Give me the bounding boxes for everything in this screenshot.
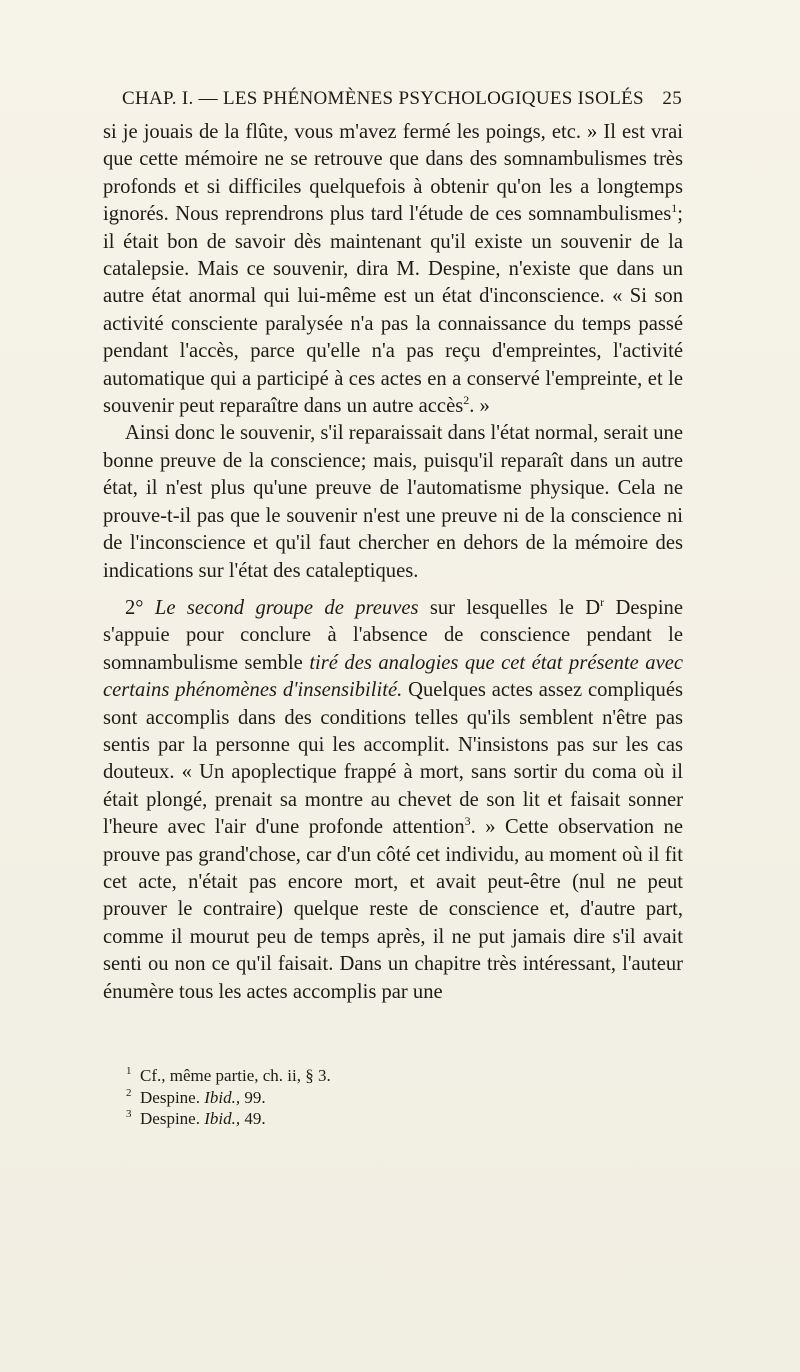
body-text [103,119,683,1006]
paragraph-3 [103,595,683,1006]
section-number: 2° [125,596,144,619]
footnotes [126,1065,646,1130]
footnote-2-page: 99. [244,1087,266,1107]
footnote-ref-1: 1 [671,201,678,216]
footnote-3-page: 49. [244,1109,266,1128]
footnote-2: 2 Despine. Ibid., 99. [126,1086,266,1107]
chapter-heading: CHAP. I. — LES PHÉNOMÈNES PSYCHOLOGIQUES ISOLÉS [122,88,644,109]
footnote-3-ibid: Ibid., [204,1109,241,1128]
doctor-abbrev-sup: r [600,595,605,610]
paragraph-1-part-b: ; il était bon de savoir dès maintenant qu'il existe un souvenir de la catalepsie. Mais ce souvenir, dira M. Despine, n'existe que dans un autre état anormal qui lui-même est un état d'inconscience. « Si son activité consciente paralysée n'a pas la connaissance du temps passé pendant l'accès, parce qu'elle n'a pas reçu d'empreintes, l'activité automatique qui a participé à ces actes en a conservé l'empreinte, et le souvenir peut reparaître dans un autre accès [103,203,683,418]
footnote-2-ibid: Ibid., [204,1087,241,1107]
footnote-3: 3 Despine. Ibid., 49. [126,1108,266,1128]
paragraph-1-part-a: si je jouais de la flûte, vous m'avez fermé les poings, etc. » Il est vrai que cette mémoire ne se retrouve que dans des somnambulismes très profonds et si difficiles quelquefois à obtenir qu'on les a longtemps ignorés. Nous reprendrons plus tard l'étude de ces somnambulismes [103,121,683,226]
footnote-ref-3: 3 [464,814,471,829]
paragraph-3-part-d: . » Cette observation ne prouve pas grand'chose, car d'un côté cet individu, au moment où il fit cet acte, n'était pas encore mort, et avait peut-être (nul ne peut prouver le contraire) quelque reste de conscience et, d'autre part, comme il mourut peu de temps après, il ne put jamais dire s'il avait senti ou non ce qu'il faisait. Dans un chapitre très intéressant, l'auteur énumère tous les actes accomplis par une [103,816,683,1003]
page-number: 25 [662,88,682,109]
footnote-1-text: Cf., même partie, ch. ii, § 3. [140,1066,331,1085]
paragraph-3-italic-b: tiré des analogies que cet état présente avec certains phénomènes d'insensibilité. [103,651,683,702]
paragraph-1-part-c: . » [469,395,490,418]
paragraph-1 [103,119,683,420]
paragraph-3-italic-a: Le second groupe de preuves [154,596,419,619]
footnote-3-author: Despine. [140,1109,200,1128]
running-head [122,88,682,114]
paragraph-3-part-b: Despine s'appuie pour conclure à l'absence de conscience pendant le somnambulisme semble [103,596,683,674]
footnote-2-author: Despine. [140,1087,200,1107]
paragraph-3-part-a: sur lesquelles le D [429,596,601,619]
paragraph-3-part-c: Quelques actes assez compliqués sont accomplis dans des conditions telles qu'ils semblent n'être pas sentis par la personne qui les accomplit. N'insistons pas sur les cas douteux. « Un apoplectique frappé à mort, sans sortir du coma où il était plongé, prenait sa montre au chevet de son lit et faisait sonner l'heure avec l'air d'une profonde attention [103,679,683,839]
footnote-1: 1 Cf., même partie, ch. ii, § 3. [126,1065,331,1085]
footnote-ref-2: 2 [463,393,470,408]
paragraph-2: Ainsi donc le souvenir, s'il reparaissait dans l'état normal, serait une bonne preuve de la conscience; mais, puisqu'il reparaît dans un autre état, il n'est plus qu'une preuve de l'automatisme physique. Cela ne prouve-t-il pas que le souvenir n'est une preuve ni de la conscience ni de l'inconscience et qu'il faut chercher en dehors de la mémoire des indications sur l'état des cataleptiques. [103,422,683,582]
